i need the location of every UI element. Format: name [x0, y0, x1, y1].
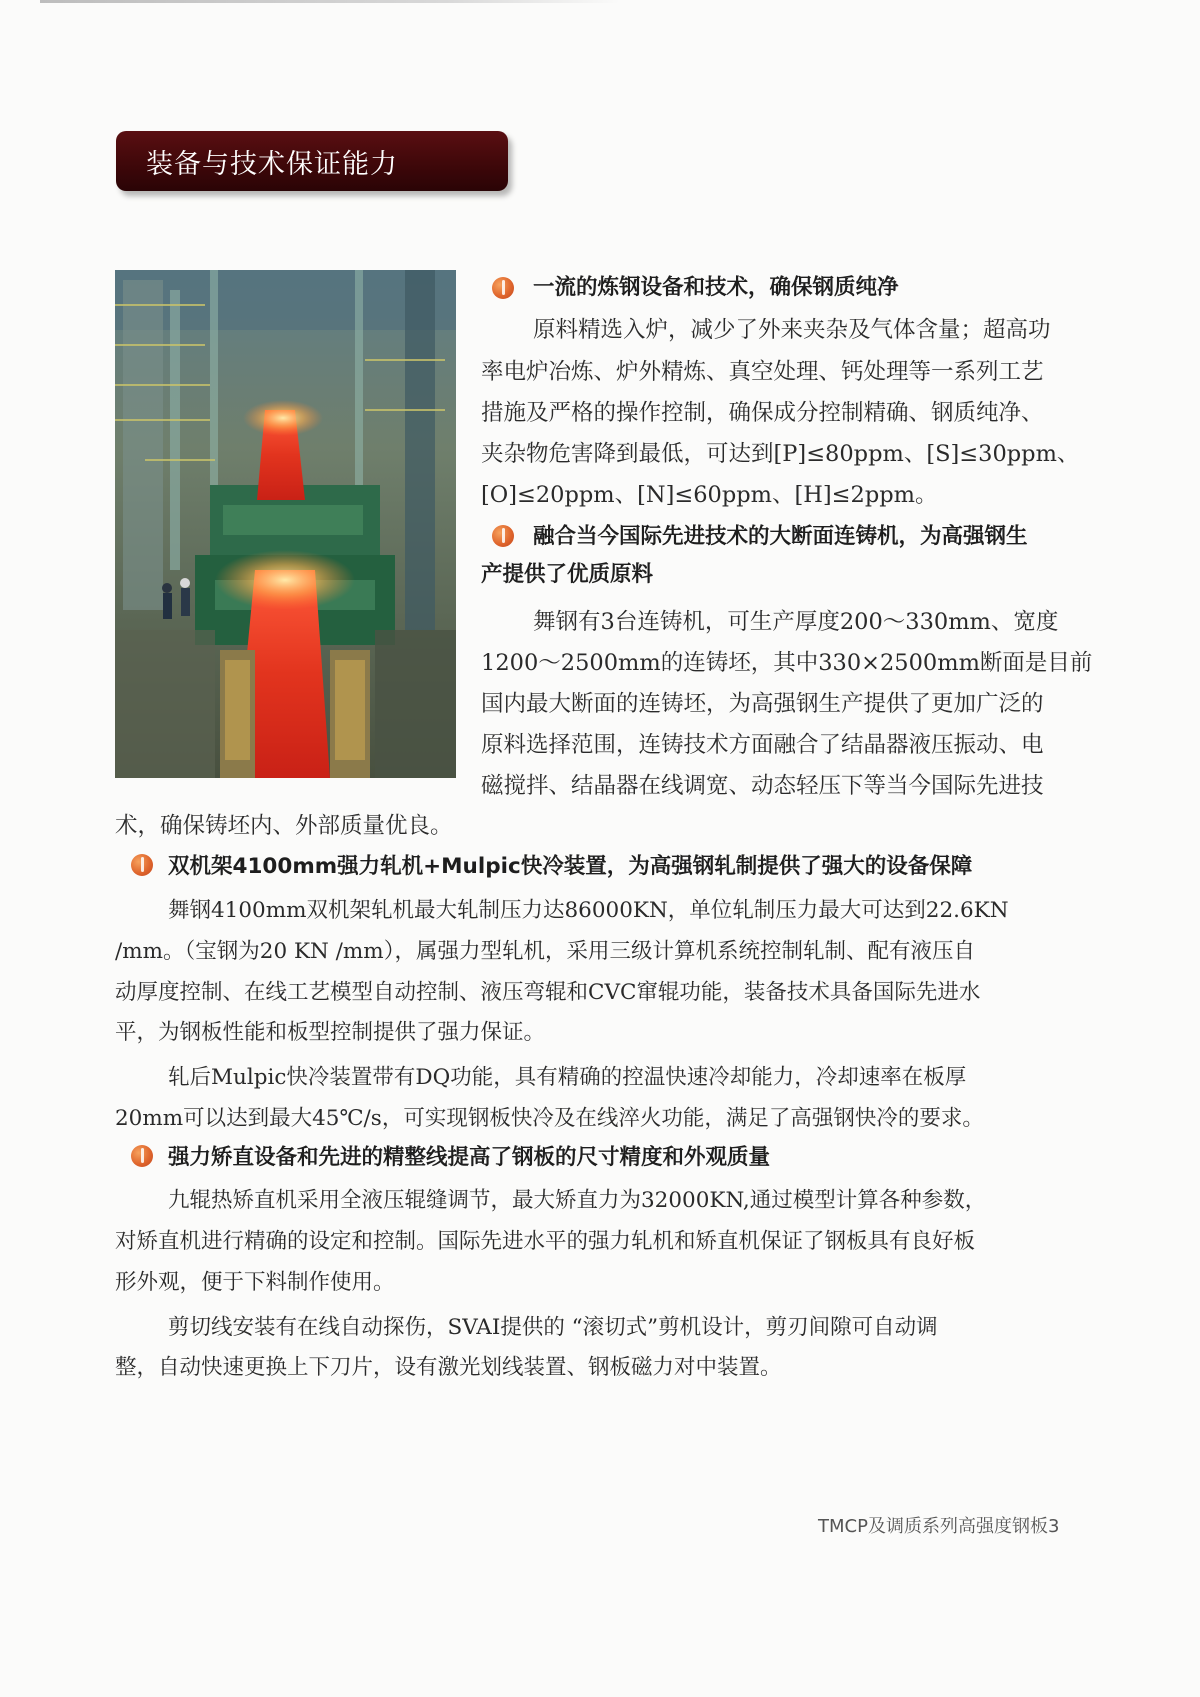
section4-line: 整，自动快速更换上下刀片，设有激光划线装置、钢板磁力对中装置。 [115, 1355, 782, 1380]
section2-line: 磁搅拌、结晶器在线调宽、动态轻压下等当今国际先进技 [481, 773, 1044, 799]
section2-heading: 产提供了优质原料 [481, 562, 654, 587]
section4-line: 九辊热矫直机采用全液压辊缝调节，最大矫直力为32000KN,通过模型计算各种参数， [168, 1188, 987, 1213]
section1-line: 率电炉冶炼、炉外精炼、真空处理、钙处理等一系列工艺 [481, 359, 1044, 385]
section1-line: 夹杂物危害降到最低，可达到[P]≤80ppm、[S]≤30ppm、 [481, 441, 1080, 467]
section1-line: 原料精选入炉，减少了外来夹杂及气体含量；超高功 [533, 317, 1051, 343]
section3-line: 动厚度控制、在线工艺模型自动控制、液压弯辊和CVC窜辊功能，装备技术具备国际先进水 [115, 980, 981, 1005]
section2-line: 国内最大断面的连铸坯，为高强钢生产提供了更加广泛的 [481, 691, 1044, 717]
section3-line: 平，为钢板性能和板型控制提供了强力保证。 [115, 1020, 546, 1045]
section4-line: 剪切线安装有在线自动探伤，SVAI提供的 “滚切式”剪机设计，剪刃间隙可自动调 [168, 1315, 938, 1340]
bullet-icon [131, 854, 153, 876]
section1-heading: 一流的炼钢设备和技术，确保钢质纯净 [533, 275, 899, 300]
section-title: 装备与技术保证能力 [146, 149, 398, 180]
section3-heading: 双机架4100mm强力轧机+Mulpic快冷装置，为高强钢轧制提供了强大的设备保障 [168, 854, 973, 879]
section4-line: 对矫直机进行精确的设定和控制。国际先进水平的强力轧机和矫直机保证了钢板具有良好板 [115, 1229, 976, 1254]
section2-line: 舞钢有3台连铸机，可生产厚度200～330mm、宽度 [533, 609, 1059, 635]
section-banner [116, 131, 508, 191]
section2-line: 原料选择范围，连铸技术方面融合了结晶器液压振动、电 [481, 732, 1044, 758]
section2-heading: 融合当今国际先进技术的大断面连铸机，为高强钢生 [533, 524, 1028, 549]
section4-heading: 强力矫直设备和先进的精整线提高了钢板的尺寸精度和外观质量 [168, 1145, 771, 1170]
bullet-icon [131, 1145, 153, 1167]
section2-line: 1200～2500mm的连铸坯，其中330×2500mm断面是目前 [481, 650, 1093, 676]
section3-line: /mm。（宝钢为20 KN /mm），属强力型轧机，采用三级计算机系统控制轧制、配有液压自 [115, 939, 975, 964]
section4-line: 形外观，便于下料制作使用。 [115, 1270, 395, 1295]
section3-line: 轧后Mulpic快冷装置带有DQ功能，具有精确的控温快速冷却能力，冷却速率在板厚 [168, 1065, 967, 1090]
page-footer: TMCP及调质系列高强度钢板3 [818, 1516, 1060, 1537]
section1-line: [O]≤20ppm、[N]≤60ppm、[H]≤2ppm。 [481, 482, 938, 508]
top-rule [40, 0, 620, 3]
section3-line: 舞钢4100mm双机架轧机最大轧制压力达86000KN，单位轧制压力最大可达到22.6KN [168, 898, 1009, 923]
section2-line: 术，确保铸坯内、外部质量优良。 [115, 813, 453, 839]
steel-rolling-mill-photo [115, 270, 456, 778]
section3-line: 20mm可以达到最大45℃/s，可实现钢板快冷及在线淬火功能，满足了高强钢快冷的要求。 [115, 1106, 984, 1131]
bullet-icon [492, 277, 514, 299]
bullet-icon [492, 525, 514, 547]
section1-line: 措施及严格的操作控制，确保成分控制精确、钢质纯净、 [481, 400, 1044, 426]
